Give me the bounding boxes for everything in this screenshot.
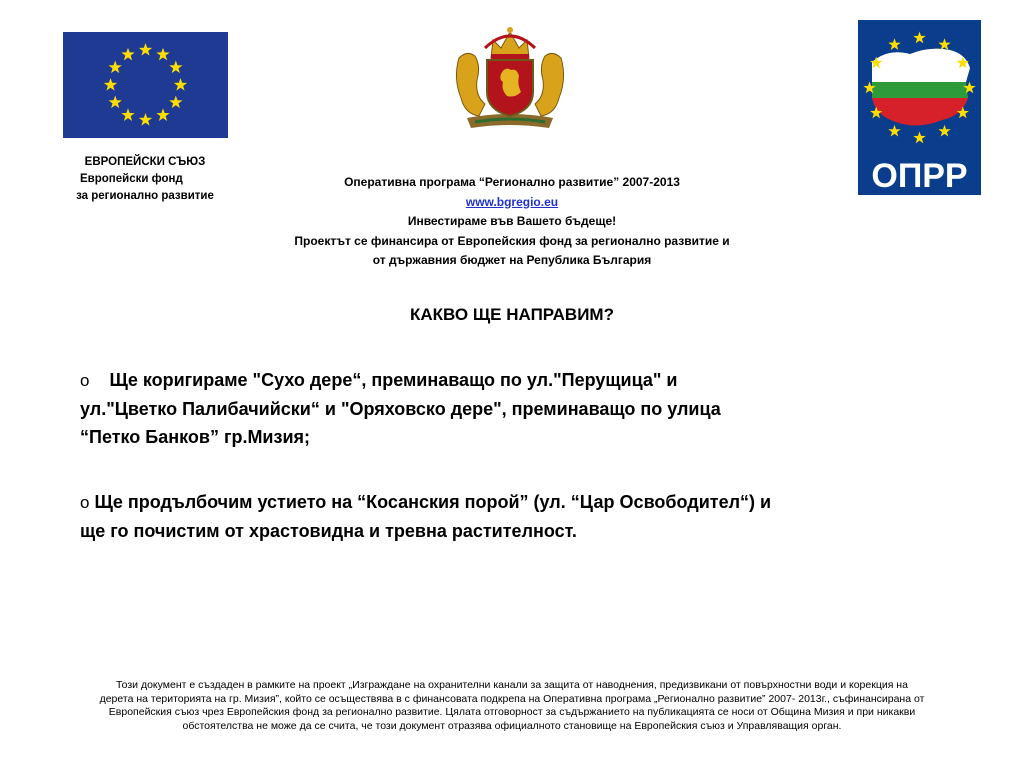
bullet-2-line-1: Ще продълбочим устието на “Косанския порой” (ул. “Цар Освободител“) и bbox=[94, 492, 772, 512]
bullet-1-line-1: Ще коригираме "Сухо дере“, преминаващо по ул."Перущица" и bbox=[109, 370, 678, 390]
bullet-item-2 bbox=[80, 488, 960, 545]
coat-of-arms-logo bbox=[445, 18, 575, 138]
bullet-marker: o bbox=[80, 493, 90, 512]
bullet-item-1 bbox=[80, 366, 960, 451]
footer-line-3: Европейския съюз чрез Европейския фонд за регионално развитие. Цялата отговорност за съдържанието на публикацията се носи от Община Мизия и при никакви bbox=[108, 706, 916, 719]
funding-line-1: Проектът се финансира от Европейския фонд за регионално развитие и bbox=[294, 233, 730, 248]
program-title: Оперативна програма “Регионално развитие” 2007-2013 bbox=[344, 175, 680, 189]
bullet-2-line-2: ще го почистим от храстовидна и тревна растителност. bbox=[80, 521, 577, 541]
footer-line-1: Този документ е създаден в рамките на проект „Изграждане на охранителни канали за защита от наводнения, предизвикани от повърхностни води и корекция на bbox=[116, 679, 908, 691]
bulgaria-map-icon bbox=[858, 20, 981, 195]
oprr-logo-label: ОПРР bbox=[871, 157, 968, 195]
oprr-logo bbox=[858, 20, 981, 195]
section-heading: КАКВО ЩЕ НАПРАВИМ? bbox=[410, 305, 614, 324]
bullet-marker: o bbox=[80, 371, 90, 390]
eu-logo-line2: Европейски фонд bbox=[80, 173, 183, 185]
funding-line-2: от държавния бюджет на Република България bbox=[372, 253, 652, 267]
bullet-1-line-2: ул."Цветко Палибачийски“ и "Оряховско дере", преминаващо по улица bbox=[80, 399, 721, 419]
footer-line-4: обстоятелства не може да се счита, че този документ отразява официалното становище на Европейския съюз и Управляващия орган. bbox=[182, 719, 842, 732]
program-info bbox=[230, 173, 794, 271]
bulgarian-coat-of-arms-icon bbox=[445, 18, 575, 138]
bullet-1-line-3: “Петко Банков” гр.Мизия; bbox=[80, 427, 311, 447]
eu-flag-icon bbox=[63, 32, 228, 138]
footer-line-2: дерета на територията на гр. Мизия”, който се осъществява в с финансовата подкрепа на Оперативна програма „Регионално развитие” 2007- 2013г., съфинансирана от bbox=[99, 692, 925, 705]
program-website-link[interactable]: www.bgregio.eu bbox=[465, 194, 559, 209]
program-slogan: Инвестираме във Вашето бъдеще! bbox=[407, 214, 617, 228]
eu-logo-line3: за регионално развитие bbox=[76, 190, 214, 202]
footer-disclaimer bbox=[36, 679, 988, 733]
eu-flag-logo bbox=[63, 32, 228, 138]
eu-logo-line1: ЕВРОПЕЙСКИ СЪЮЗ bbox=[84, 156, 206, 168]
eu-logo-caption bbox=[40, 154, 250, 205]
